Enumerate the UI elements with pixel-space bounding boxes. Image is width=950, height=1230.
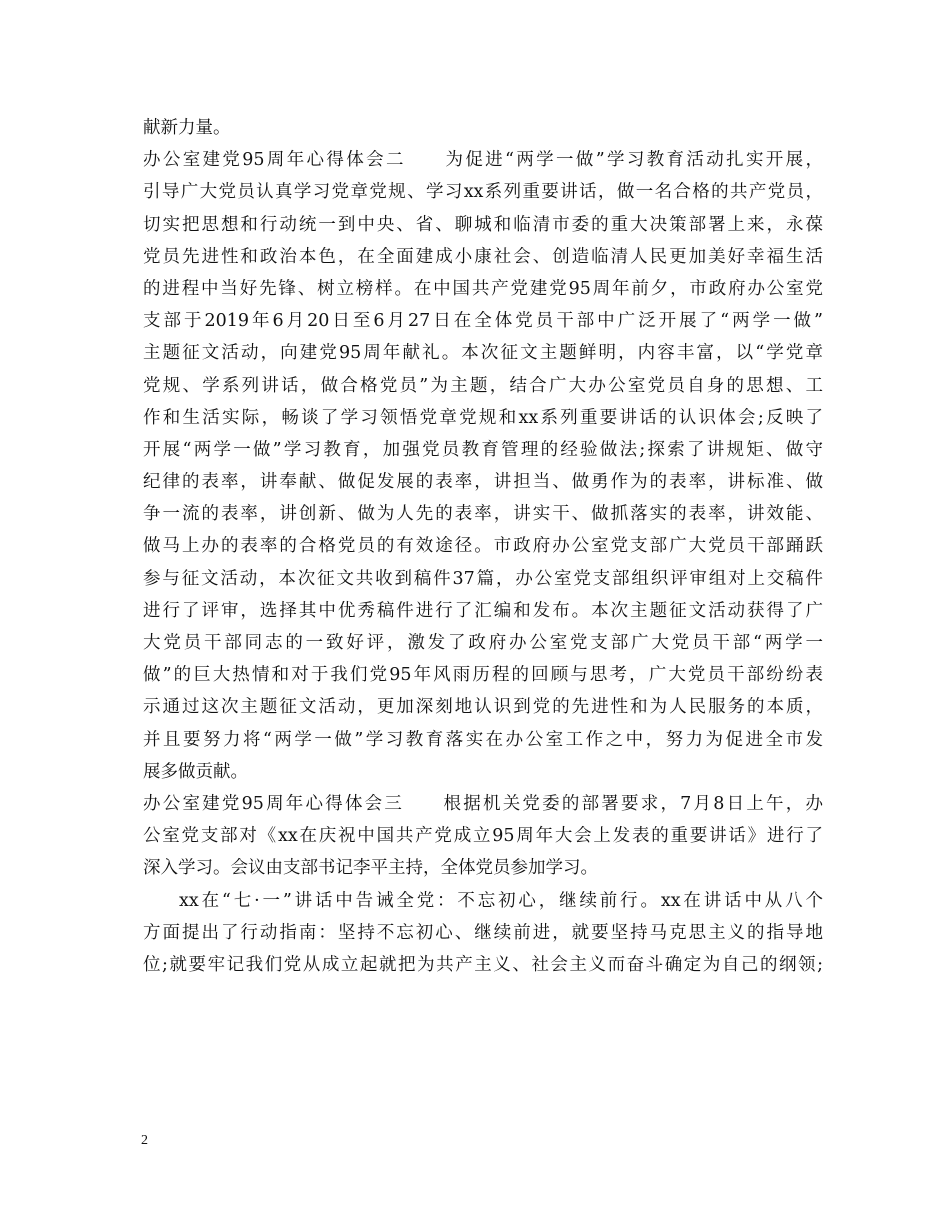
text-line: 献新力量。: [143, 118, 231, 138]
text-line: 党员先进性和政治本色，在全面建成小康社会、创造临清人民更加美好幸福生活: [143, 246, 823, 267]
text-line: 纪律的表率，讲奉献、做促发展的表率，讲担当、做勇作为的表率，讲标准、做: [143, 472, 823, 493]
text-line: 位;就要牢记我们党从成立起就把为共产主义、社会主义而奋斗确定为自己的纲领;: [143, 954, 823, 975]
text-line: 办公室建党95周年心得体会二 为促进“两学一做”学习教育活动扎实开展，: [143, 150, 823, 171]
text-line: 公室党支部对《xx在庆祝中国共产党成立95周年大会上发表的重要讲话》进行了: [143, 826, 823, 847]
text-line: 方面提出了行动指南：坚持不忘初心、继续前进，就要坚持马克思主义的指导地: [143, 922, 823, 943]
text-line: 办公室建党95周年心得体会三 根据机关党委的部署要求，7月8日上午，办: [143, 793, 823, 814]
text-line: 引导广大党员认真学习党章党规、学习xx系列重要讲话，做一名合格的共产党员，: [143, 182, 823, 203]
text-line: 争一流的表率，讲创新、做为人先的表率，讲实干、做抓落实的表率，讲效能、: [143, 504, 823, 525]
text-line: 的进程中当好先锋、树立榜样。在中国共产党建党95周年前夕，市政府办公室党: [143, 278, 823, 299]
text-line: 做”的巨大热情和对于我们党95年风雨历程的回顾与思考，广大党员干部纷纷表: [143, 665, 823, 686]
text-line: 主题征文活动，向建党95周年献礼。本次征文主题鲜明，内容丰富，以“学党章: [143, 343, 823, 364]
text-line: 深入学习。会议由支部书记李平主持，全体党员参加学习。: [143, 858, 598, 879]
page-number: 2: [141, 1133, 148, 1148]
text-line: 示通过这次主题征文活动，更加深刻地认识到党的先进性和为人民服务的本质，: [143, 697, 823, 718]
text-line: 开展“两学一做”学习教育，加强党员教育管理的经验做法;探索了讲规矩、做守: [143, 439, 823, 460]
text-line: 作和生活实际，畅谈了学习领悟党章党规和xx系列重要讲话的认识体会;反映了: [143, 407, 823, 428]
text-line: 展多做贡献。: [143, 761, 248, 782]
text-line: 大党员干部同志的一致好评，激发了政府办公室党支部广大党员干部“两学一: [143, 633, 823, 653]
text-line: 进行了评审，选择其中优秀稿件进行了汇编和发布。本次主题征文活动获得了广: [143, 600, 823, 621]
document-body: [143, 112, 823, 981]
text-line: xx在“七·一”讲话中告诫全党：不忘初心，继续前行。xx在讲话中从八个: [179, 890, 823, 911]
text-line: 党规、学系列讲话，做合格党员”为主题，结合广大办公室党员自身的思想、工: [143, 375, 823, 396]
text-line: 参与征文活动，本次征文共收到稿件37篇，办公室党支部组织评审组对上交稿件: [143, 568, 823, 589]
text-line: 并且要努力将“两学一做”学习教育落实在办公室工作之中，努力为促进全市发: [143, 729, 823, 750]
text-line: 切实把思想和行动统一到中央、省、聊城和临清市委的重大决策部署上来，永葆: [143, 214, 823, 235]
text-line: 支部于2019年6月20日至6月27日在全体党员干部中广泛开展了“两学一做”: [143, 311, 823, 332]
text-line: 做马上办的表率的合格党员的有效途径。市政府办公室党支部广大党员干部踊跃: [143, 536, 823, 557]
